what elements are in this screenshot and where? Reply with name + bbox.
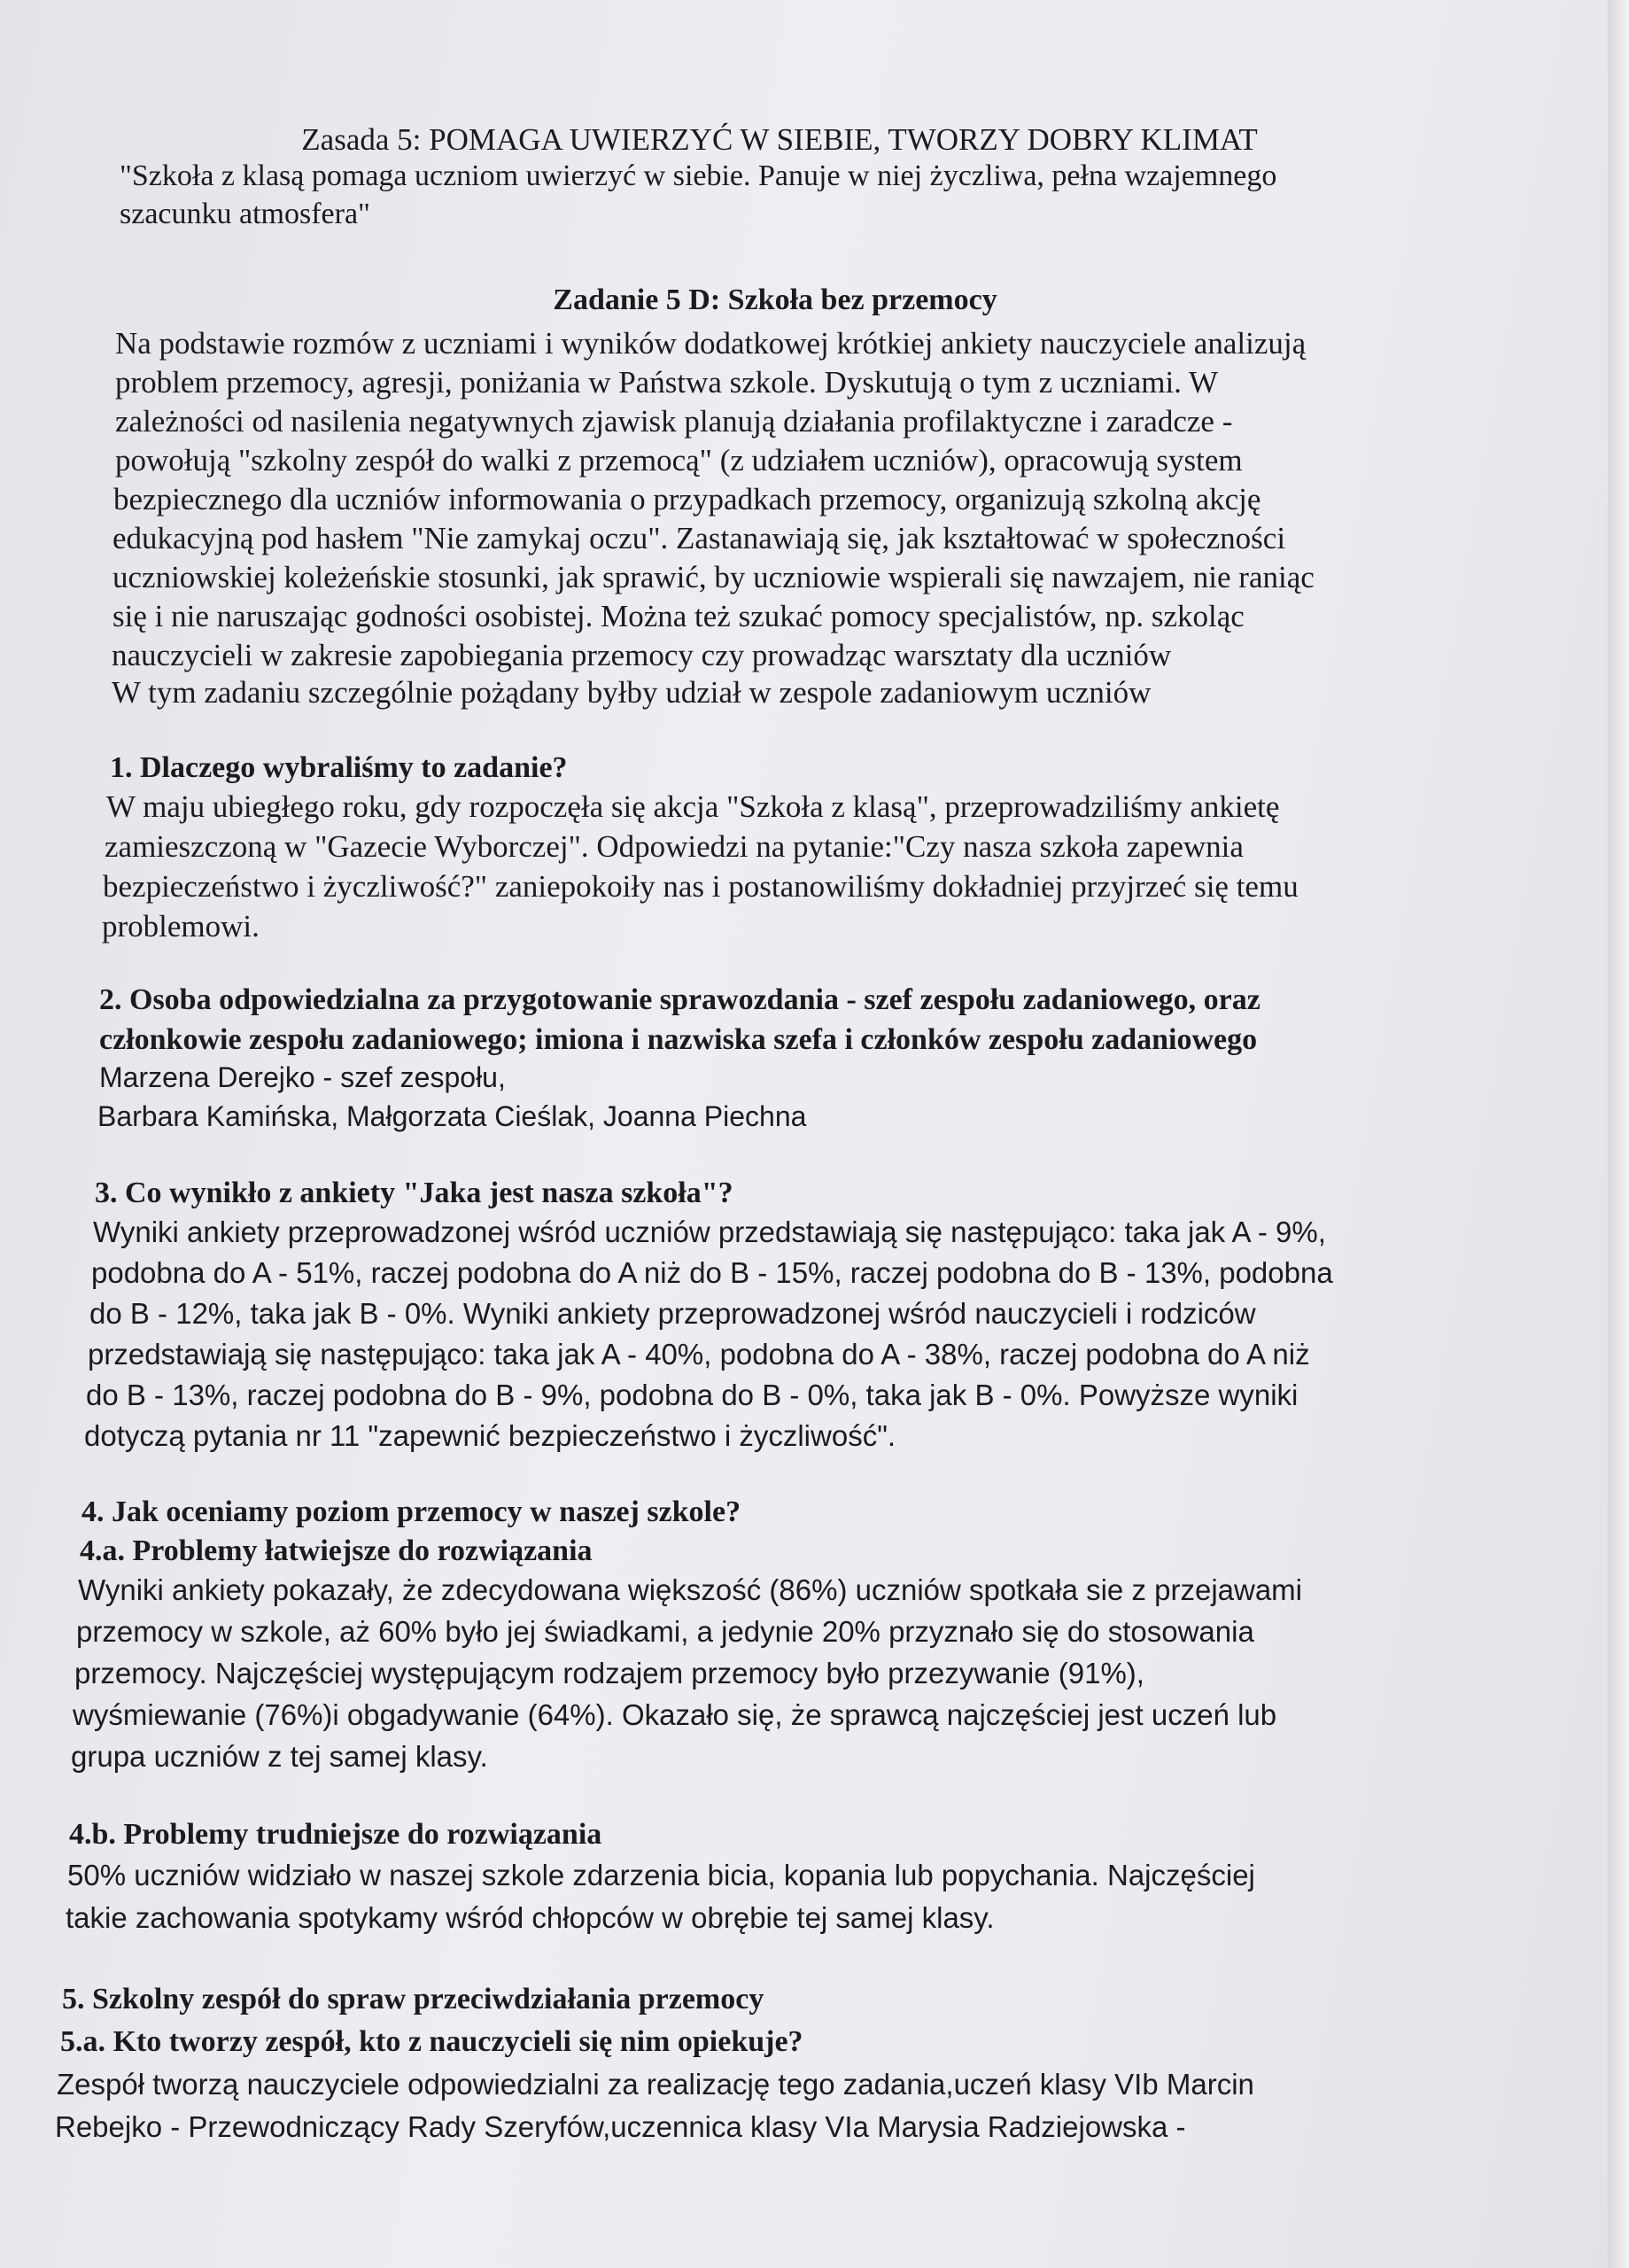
section-line: grupa uczniów z tej samej klasy. bbox=[71, 1740, 488, 1773]
section-line: problemowi. bbox=[102, 909, 260, 944]
section-line: do B - 13%, raczej podobna do B - 9%, podobna do B - 0%, taka jak B - 0%. Powyższe wyniki bbox=[86, 1379, 1299, 1411]
task-line: problem przemocy, agresji, poniżania w Państwa szkole. Dyskutują o tym z uczniami. W bbox=[115, 365, 1219, 400]
section-line: takie zachowania spotykamy wśród chłopców w obrębie tej samej klasy. bbox=[66, 1901, 995, 1934]
section-line: przedstawiają się następująco: taka jak A - 40%, podobna do A - 38%, raczej podobna do A niż bbox=[88, 1338, 1310, 1371]
section-heading: 5. Szkolny zespół do spraw przeciwdziałania przemocy bbox=[62, 1983, 764, 2016]
section-line: W maju ubiegłego roku, gdy rozpoczęła się akcja "Szkoła z klasą", przeprowadziliśmy ankietę bbox=[106, 789, 1280, 824]
section-line: przemocy. Najczęściej występującym rodzajem przemocy było przezywanie (91%), bbox=[74, 1657, 1144, 1689]
task-line: Na podstawie rozmów z uczniami i wyników dodatkowej krótkiej ankiety nauczyciele analizują bbox=[115, 326, 1307, 361]
section-line: bezpieczeństwo i życzliwość?" zaniepokoiły nas i postanowiliśmy dokładniej przyjrzeć się temu bbox=[103, 869, 1299, 904]
section-line: Barbara Kamińska, Małgorzata Cieślak, Joanna Piechna bbox=[97, 1100, 807, 1132]
section-line: 50% uczniów widziało w naszej szkole zdarzenia bicia, kopania lub popychania. Najczęściej bbox=[67, 1859, 1255, 1891]
task-title: Zadanie 5 D: Szkoła bez przemocy bbox=[553, 284, 997, 316]
task-line: się i nie naruszając godności osobistej. Można też szukać pomocy specjalistów, np. szkoląc bbox=[112, 599, 1245, 633]
task-line: edukacyjną pod hasłem "Nie zamykaj oczu". Zastanawiają się, jak kształtować w społeczności bbox=[112, 521, 1286, 555]
task-line: uczniowskiej koleżeńskie stosunki, jak sprawić, by uczniowie wspierali się nawzajem, nie raniąc bbox=[112, 560, 1315, 594]
page-title: Zasada 5: POMAGA UWIERZYĆ W SIEBIE, TWORZY DOBRY KLIMAT bbox=[301, 122, 1258, 157]
subsection-heading: 4.b. Problemy trudniejsze do rozwiązania bbox=[69, 1818, 602, 1851]
subsection-heading: 4.a. Problemy łatwiejsze do rozwiązania bbox=[80, 1534, 593, 1567]
section-line: Rebejko - Przewodniczący Rady Szeryfów,uczennica klasy VIa Marysia Radziejowska - bbox=[55, 2110, 1186, 2143]
section-line: podobna do A - 51%, raczej podobna do A niż do B - 15%, raczej podobna do B - 13%, podobna bbox=[91, 1256, 1333, 1289]
section-heading: 2. Osoba odpowiedzialna za przygotowanie sprawozdania - szef zespołu zadaniowego, oraz bbox=[99, 983, 1261, 1016]
subsection-heading: 5.a. Kto tworzy zespół, kto z nauczycieli się nim opiekuje? bbox=[60, 2025, 803, 2058]
section-line: Zespół tworzą nauczyciele odpowiedzialni za realizację tego zadania,uczeń klasy VIb Marcin bbox=[57, 2068, 1254, 2101]
section-heading: 4. Jak oceniamy poziom przemocy w naszej szkole? bbox=[81, 1495, 741, 1528]
quote-line: "Szkoła z klasą pomaga uczniom uwierzyć w siebie. Panuje w niej życzliwa, pełna wzajemnego bbox=[120, 159, 1277, 192]
section-line: wyśmiewanie (76%)i obgadywanie (64%). Okazało się, że sprawcą najczęściej jest uczeń lub bbox=[73, 1698, 1277, 1731]
section-line: dotyczą pytania nr 11 "zapewnić bezpieczeństwo i życzliwość". bbox=[84, 1419, 896, 1452]
task-line: powołują "szkolny zespół do walki z przemocą" (z udziałem uczniów), opracowują system bbox=[115, 443, 1243, 478]
task-line: bezpiecznego dla uczniów informowania o przypadkach przemocy, organizują szkolną akcję bbox=[113, 482, 1261, 517]
section-line: przemocy w szkole, aż 60% było jej świadkami, a jedynie 20% przyznało się do stosowania bbox=[76, 1615, 1254, 1648]
section-line: Wyniki ankiety przeprowadzonej wśród uczniów przedstawiają się następująco: taka jak A - 9%, bbox=[93, 1216, 1326, 1248]
section-heading: członkowie zespołu zadaniowego; imiona i nazwiska szefa i członków zespołu zadaniowego bbox=[99, 1023, 1258, 1056]
section-line: do B - 12%, taka jak B - 0%. Wyniki ankiety przeprowadzonej wśród nauczycieli i rodziców bbox=[89, 1297, 1256, 1330]
task-line: zależności od nasilenia negatywnych zjawisk planują działania profilaktyczne i zaradcze - bbox=[115, 404, 1233, 439]
page-edge bbox=[1608, 0, 1629, 2268]
quote-line: szacunku atmosfera" bbox=[120, 198, 370, 230]
section-line: Marzena Derejko - szef zespołu, bbox=[99, 1061, 506, 1093]
section-line: Wyniki ankiety pokazały, że zdecydowana większość (86%) uczniów spotkała sie z przejawami bbox=[78, 1573, 1303, 1606]
section-line: zamieszczoną w "Gazecie Wyborczej". Odpowiedzi na pytanie:"Czy nasza szkoła zapewnia bbox=[105, 829, 1244, 864]
section-heading: 3. Co wynikło z ankiety "Jaka jest nasza szkoła"? bbox=[95, 1177, 733, 1209]
task-line: W tym zadaniu szczególnie pożądany byłby udział w zespole zadaniowym uczniów bbox=[112, 675, 1152, 710]
section-heading: 1. Dlaczego wybraliśmy to zadanie? bbox=[110, 751, 568, 784]
task-line: nauczycieli w zakresie zapobiegania przemocy czy prowadząc warsztaty dla uczniów bbox=[112, 638, 1172, 672]
